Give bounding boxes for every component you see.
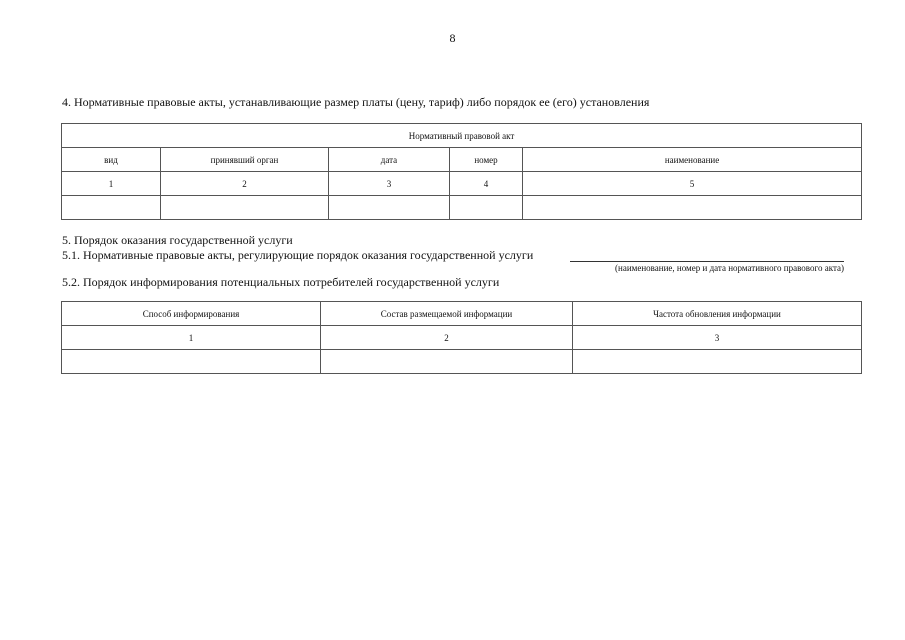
column-number-cell: 3 [329, 172, 450, 196]
column-header-row [62, 302, 862, 326]
column-header-name: наименование [523, 148, 862, 172]
column-number-cell: 1 [62, 172, 161, 196]
section-5-1-text: 5.1. Нормативные правовые акты, регулирующие порядок оказания государственной услуги [62, 248, 534, 262]
table-cell [329, 196, 450, 220]
table-cell [573, 350, 862, 374]
section-4-heading: 4. Нормативные правовые акты, устанавливающие размер платы (цену, тариф) либо порядок ее (его) установления [62, 95, 650, 109]
column-header-date: дата [329, 148, 450, 172]
column-number-cell: 1 [62, 326, 321, 350]
column-number-cell: 3 [573, 326, 862, 350]
column-number-cell: 4 [450, 172, 523, 196]
page-number: 8 [449, 31, 456, 45]
table-header-row [62, 124, 862, 148]
table-cell [450, 196, 523, 220]
table-cell [321, 350, 573, 374]
table-cell [161, 196, 329, 220]
column-number-row [62, 326, 862, 350]
section-5-heading: 5. Порядок оказания государственной услуги [62, 233, 293, 247]
fill-in-line [570, 261, 844, 262]
column-header-method: Способ информирования [62, 302, 321, 326]
column-header-type: вид [62, 148, 161, 172]
table-cell [62, 196, 161, 220]
table-cell [523, 196, 862, 220]
fill-in-caption: (наименование, номер и дата нормативного правового акта) [615, 263, 844, 273]
column-number-cell: 5 [523, 172, 862, 196]
legal-acts-table [61, 123, 862, 220]
column-header-number: номер [450, 148, 523, 172]
section-5-2-text: 5.2. Порядок информирования потенциальных потребителей государственной услуги [62, 275, 500, 289]
column-number-row [62, 172, 862, 196]
table-cell [62, 350, 321, 374]
informing-table [61, 301, 862, 374]
group-header-cell: Нормативный правовой акт [62, 124, 862, 148]
column-number-cell: 2 [161, 172, 329, 196]
column-header-row [62, 148, 862, 172]
column-header-content: Состав размещаемой информации [321, 302, 573, 326]
column-header-frequency: Частота обновления информации [573, 302, 862, 326]
column-number-cell: 2 [321, 326, 573, 350]
column-header-issuing-body: принявший орган [161, 148, 329, 172]
table-row [62, 196, 862, 220]
table-row [62, 350, 862, 374]
